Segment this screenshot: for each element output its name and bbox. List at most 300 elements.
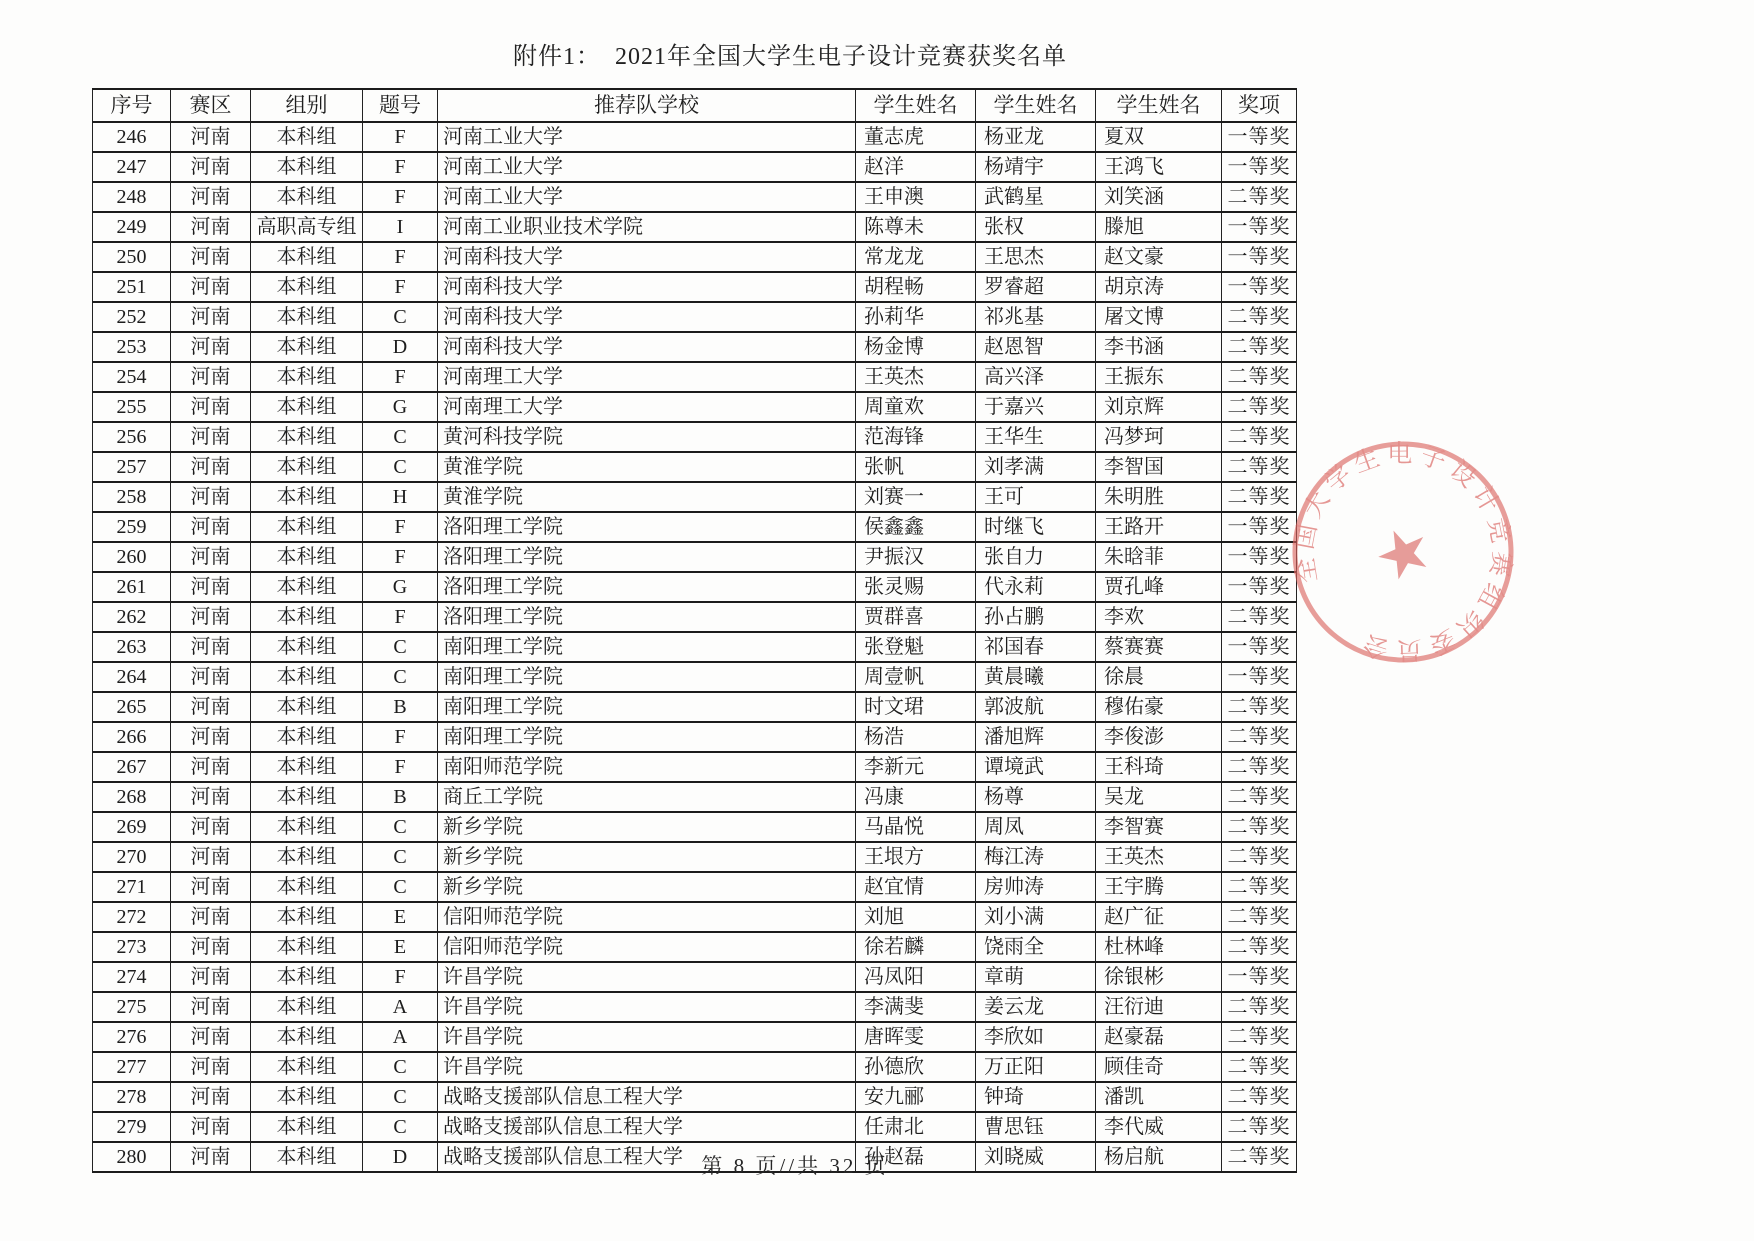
cell-region: 河南 xyxy=(171,242,251,272)
table-row xyxy=(93,212,1297,242)
cell-group: 本科组 xyxy=(251,152,363,182)
cell-region: 河南 xyxy=(171,482,251,512)
cell-index: 277 xyxy=(93,1052,171,1082)
cell-award: 二等奖 xyxy=(1222,1112,1297,1142)
cell-student3: 李书涵 xyxy=(1096,332,1222,362)
cell-student2: 黄晨曦 xyxy=(976,662,1096,692)
cell-school: 新乡学院 xyxy=(438,812,856,842)
table-row xyxy=(93,392,1297,422)
cell-student3: 夏双 xyxy=(1096,122,1222,152)
cell-index: 252 xyxy=(93,302,171,332)
cell-group: 本科组 xyxy=(251,182,363,212)
cell-award: 一等奖 xyxy=(1222,152,1297,182)
cell-award: 二等奖 xyxy=(1222,812,1297,842)
cell-problem: B xyxy=(363,692,438,722)
table-row xyxy=(93,602,1297,632)
cell-problem: F xyxy=(363,512,438,542)
cell-index: 278 xyxy=(93,1082,171,1112)
cell-index: 256 xyxy=(93,422,171,452)
cell-student2: 王华生 xyxy=(976,422,1096,452)
cell-school: 商丘工学院 xyxy=(438,782,856,812)
cell-student1: 冯康 xyxy=(856,782,976,812)
table-row xyxy=(93,1052,1297,1082)
cell-student2: 曹思钰 xyxy=(976,1112,1096,1142)
cell-problem: A xyxy=(363,992,438,1022)
cell-student2: 武鹤星 xyxy=(976,182,1096,212)
cell-problem: F xyxy=(363,602,438,632)
column-header-index: 序号 xyxy=(93,89,171,122)
cell-student2: 罗睿超 xyxy=(976,272,1096,302)
cell-problem: F xyxy=(363,722,438,752)
cell-award: 一等奖 xyxy=(1222,962,1297,992)
cell-student1: 李新元 xyxy=(856,752,976,782)
cell-region: 河南 xyxy=(171,1142,251,1172)
table-body xyxy=(93,122,1297,1172)
table-header-row xyxy=(93,89,1297,122)
cell-award: 二等奖 xyxy=(1222,1082,1297,1112)
cell-region: 河南 xyxy=(171,782,251,812)
cell-student1: 常龙龙 xyxy=(856,242,976,272)
cell-problem: A xyxy=(363,1022,438,1052)
cell-student3: 穆佑豪 xyxy=(1096,692,1222,722)
cell-award: 二等奖 xyxy=(1222,422,1297,452)
cell-student3: 李智国 xyxy=(1096,452,1222,482)
cell-school: 许昌学院 xyxy=(438,992,856,1022)
cell-problem: F xyxy=(363,152,438,182)
cell-award: 一等奖 xyxy=(1222,632,1297,662)
cell-group: 本科组 xyxy=(251,572,363,602)
cell-index: 253 xyxy=(93,332,171,362)
table-row xyxy=(93,662,1297,692)
table-row xyxy=(93,332,1297,362)
cell-region: 河南 xyxy=(171,752,251,782)
cell-index: 263 xyxy=(93,632,171,662)
cell-school: 洛阳理工学院 xyxy=(438,512,856,542)
cell-award: 二等奖 xyxy=(1222,602,1297,632)
cell-region: 河南 xyxy=(171,962,251,992)
cell-group: 本科组 xyxy=(251,632,363,662)
cell-group: 本科组 xyxy=(251,812,363,842)
cell-student3: 赵豪磊 xyxy=(1096,1022,1222,1052)
cell-student3: 杨启航 xyxy=(1096,1142,1222,1172)
cell-region: 河南 xyxy=(171,602,251,632)
cell-student3: 徐晨 xyxy=(1096,662,1222,692)
cell-student2: 于嘉兴 xyxy=(976,392,1096,422)
cell-group: 本科组 xyxy=(251,752,363,782)
cell-group: 本科组 xyxy=(251,782,363,812)
cell-problem: C xyxy=(363,1052,438,1082)
cell-group: 本科组 xyxy=(251,1022,363,1052)
cell-problem: D xyxy=(363,332,438,362)
cell-student3: 潘凯 xyxy=(1096,1082,1222,1112)
page-title: 附件1： 2021年全国大学生电子设计竞赛获奖名单 xyxy=(513,44,1067,70)
cell-student3: 杜林峰 xyxy=(1096,932,1222,962)
cell-student1: 杨浩 xyxy=(856,722,976,752)
cell-school: 信阳师范学院 xyxy=(438,932,856,962)
cell-region: 河南 xyxy=(171,1082,251,1112)
cell-problem: F xyxy=(363,362,438,392)
cell-index: 255 xyxy=(93,392,171,422)
cell-student3: 王科琦 xyxy=(1096,752,1222,782)
cell-student1: 刘旭 xyxy=(856,902,976,932)
table-row xyxy=(93,302,1297,332)
cell-award: 一等奖 xyxy=(1222,512,1297,542)
cell-group: 本科组 xyxy=(251,512,363,542)
cell-student1: 唐晖雯 xyxy=(856,1022,976,1052)
cell-student2: 万正阳 xyxy=(976,1052,1096,1082)
cell-region: 河南 xyxy=(171,422,251,452)
cell-index: 251 xyxy=(93,272,171,302)
cell-student3: 蔡赛赛 xyxy=(1096,632,1222,662)
cell-student3: 朱明胜 xyxy=(1096,482,1222,512)
cell-group: 本科组 xyxy=(251,902,363,932)
cell-student1: 范海锋 xyxy=(856,422,976,452)
cell-award: 二等奖 xyxy=(1222,452,1297,482)
cell-school: 河南工业职业技术学院 xyxy=(438,212,856,242)
cell-group: 本科组 xyxy=(251,962,363,992)
cell-problem: C xyxy=(363,302,438,332)
cell-student1: 孙德欣 xyxy=(856,1052,976,1082)
column-header-group: 组别 xyxy=(251,89,363,122)
cell-student2: 王可 xyxy=(976,482,1096,512)
cell-region: 河南 xyxy=(171,932,251,962)
cell-region: 河南 xyxy=(171,542,251,572)
cell-index: 247 xyxy=(93,152,171,182)
cell-group: 本科组 xyxy=(251,1052,363,1082)
cell-student2: 代永莉 xyxy=(976,572,1096,602)
cell-student3: 李代威 xyxy=(1096,1112,1222,1142)
cell-award: 二等奖 xyxy=(1222,782,1297,812)
cell-student3: 赵文豪 xyxy=(1096,242,1222,272)
column-header-student2: 学生姓名 xyxy=(976,89,1096,122)
cell-student1: 刘赛一 xyxy=(856,482,976,512)
cell-student2: 杨亚龙 xyxy=(976,122,1096,152)
cell-problem: D xyxy=(363,1142,438,1172)
cell-problem: F xyxy=(363,272,438,302)
cell-region: 河南 xyxy=(171,1112,251,1142)
cell-student1: 张登魁 xyxy=(856,632,976,662)
cell-student2: 张自力 xyxy=(976,542,1096,572)
cell-student2: 姜云龙 xyxy=(976,992,1096,1022)
cell-student2: 刘小满 xyxy=(976,902,1096,932)
cell-school: 南阳理工学院 xyxy=(438,692,856,722)
cell-student1: 赵洋 xyxy=(856,152,976,182)
cell-school: 南阳理工学院 xyxy=(438,662,856,692)
cell-school: 南阳理工学院 xyxy=(438,722,856,752)
cell-index: 271 xyxy=(93,872,171,902)
cell-problem: F xyxy=(363,242,438,272)
table-row xyxy=(93,632,1297,662)
cell-index: 246 xyxy=(93,122,171,152)
table-row xyxy=(93,272,1297,302)
cell-school: 新乡学院 xyxy=(438,872,856,902)
cell-problem: B xyxy=(363,782,438,812)
cell-school: 信阳师范学院 xyxy=(438,902,856,932)
cell-index: 279 xyxy=(93,1112,171,1142)
cell-student1: 王英杰 xyxy=(856,362,976,392)
cell-school: 洛阳理工学院 xyxy=(438,572,856,602)
cell-student2: 刘孝满 xyxy=(976,452,1096,482)
cell-school: 新乡学院 xyxy=(438,842,856,872)
cell-group: 本科组 xyxy=(251,662,363,692)
page-number: 第 8 页//共 32 页 xyxy=(701,1154,889,1178)
cell-award: 一等奖 xyxy=(1222,272,1297,302)
cell-student1: 赵宜情 xyxy=(856,872,976,902)
table-row xyxy=(93,152,1297,182)
cell-group: 本科组 xyxy=(251,452,363,482)
cell-index: 249 xyxy=(93,212,171,242)
cell-school: 河南科技大学 xyxy=(438,272,856,302)
cell-student1: 侯鑫鑫 xyxy=(856,512,976,542)
table-row xyxy=(93,992,1297,1022)
cell-group: 本科组 xyxy=(251,242,363,272)
cell-student3: 胡京涛 xyxy=(1096,272,1222,302)
cell-award: 一等奖 xyxy=(1222,542,1297,572)
cell-group: 高职高专组 xyxy=(251,212,363,242)
cell-problem: E xyxy=(363,932,438,962)
stamp-star-icon: ★ xyxy=(1362,508,1446,600)
cell-index: 268 xyxy=(93,782,171,812)
cell-student1: 孙莉华 xyxy=(856,302,976,332)
cell-index: 267 xyxy=(93,752,171,782)
cell-school: 河南工业大学 xyxy=(438,152,856,182)
table-row xyxy=(93,1022,1297,1052)
cell-award: 一等奖 xyxy=(1222,662,1297,692)
cell-school: 洛阳理工学院 xyxy=(438,542,856,572)
cell-award: 二等奖 xyxy=(1222,1142,1297,1172)
cell-award: 二等奖 xyxy=(1222,1052,1297,1082)
cell-student1: 冯凤阳 xyxy=(856,962,976,992)
column-header-school: 推荐队学校 xyxy=(438,89,856,122)
cell-student1: 董志虎 xyxy=(856,122,976,152)
cell-index: 259 xyxy=(93,512,171,542)
cell-student2: 周凤 xyxy=(976,812,1096,842)
cell-student1: 贾群喜 xyxy=(856,602,976,632)
table-row xyxy=(93,572,1297,602)
cell-school: 河南工业大学 xyxy=(438,182,856,212)
cell-student3: 徐银彬 xyxy=(1096,962,1222,992)
cell-problem: C xyxy=(363,1082,438,1112)
column-header-student1: 学生姓名 xyxy=(856,89,976,122)
table-header xyxy=(93,89,1297,122)
cell-award: 二等奖 xyxy=(1222,692,1297,722)
cell-region: 河南 xyxy=(171,332,251,362)
cell-award: 一等奖 xyxy=(1222,242,1297,272)
cell-group: 本科组 xyxy=(251,302,363,332)
table-row xyxy=(93,842,1297,872)
cell-group: 本科组 xyxy=(251,1142,363,1172)
cell-region: 河南 xyxy=(171,632,251,662)
cell-student1: 徐若麟 xyxy=(856,932,976,962)
cell-award: 二等奖 xyxy=(1222,902,1297,932)
table-row xyxy=(93,752,1297,782)
cell-student1: 孙赵磊 xyxy=(856,1142,976,1172)
cell-student1: 陈尊未 xyxy=(856,212,976,242)
cell-award: 二等奖 xyxy=(1222,1022,1297,1052)
cell-group: 本科组 xyxy=(251,602,363,632)
cell-region: 河南 xyxy=(171,1022,251,1052)
cell-student3: 吴龙 xyxy=(1096,782,1222,812)
cell-region: 河南 xyxy=(171,212,251,242)
column-header-region: 赛区 xyxy=(171,89,251,122)
cell-student2: 赵恩智 xyxy=(976,332,1096,362)
cell-school: 南阳理工学院 xyxy=(438,632,856,662)
cell-student2: 饶雨全 xyxy=(976,932,1096,962)
cell-school: 许昌学院 xyxy=(438,1052,856,1082)
cell-problem: C xyxy=(363,422,438,452)
table-row xyxy=(93,182,1297,212)
cell-student2: 杨尊 xyxy=(976,782,1096,812)
table-row xyxy=(93,122,1297,152)
cell-award: 一等奖 xyxy=(1222,122,1297,152)
stamp-text: 全国大学生电子设计竞赛组织委员会 xyxy=(1290,440,1516,664)
cell-student2: 钟琦 xyxy=(976,1082,1096,1112)
cell-region: 河南 xyxy=(171,182,251,212)
cell-award: 二等奖 xyxy=(1222,722,1297,752)
cell-student3: 王路开 xyxy=(1096,512,1222,542)
cell-index: 254 xyxy=(93,362,171,392)
cell-region: 河南 xyxy=(171,392,251,422)
cell-school: 河南工业大学 xyxy=(438,122,856,152)
cell-award: 二等奖 xyxy=(1222,932,1297,962)
cell-student1: 张帆 xyxy=(856,452,976,482)
cell-index: 280 xyxy=(93,1142,171,1172)
cell-problem: F xyxy=(363,752,438,782)
cell-problem: C xyxy=(363,872,438,902)
cell-region: 河南 xyxy=(171,272,251,302)
cell-school: 河南科技大学 xyxy=(438,302,856,332)
cell-student2: 谭境武 xyxy=(976,752,1096,782)
cell-index: 276 xyxy=(93,1022,171,1052)
cell-region: 河南 xyxy=(171,452,251,482)
cell-region: 河南 xyxy=(171,662,251,692)
cell-school: 黄淮学院 xyxy=(438,482,856,512)
table-row xyxy=(93,902,1297,932)
cell-group: 本科组 xyxy=(251,422,363,452)
cell-region: 河南 xyxy=(171,362,251,392)
cell-student2: 祁国春 xyxy=(976,632,1096,662)
cell-problem: C xyxy=(363,632,438,662)
cell-school: 战略支援部队信息工程大学 xyxy=(438,1082,856,1112)
cell-student2: 梅江涛 xyxy=(976,842,1096,872)
cell-school: 黄河科技学院 xyxy=(438,422,856,452)
cell-school: 河南科技大学 xyxy=(438,332,856,362)
cell-student1: 马晶悦 xyxy=(856,812,976,842)
cell-student2: 孙占鹏 xyxy=(976,602,1096,632)
cell-region: 河南 xyxy=(171,722,251,752)
cell-student1: 尹振汉 xyxy=(856,542,976,572)
cell-student3: 刘笑涵 xyxy=(1096,182,1222,212)
column-header-problem: 题号 xyxy=(363,89,438,122)
cell-problem: F xyxy=(363,542,438,572)
table-row xyxy=(93,962,1297,992)
cell-index: 269 xyxy=(93,812,171,842)
cell-student1: 周童欢 xyxy=(856,392,976,422)
cell-student2: 王思杰 xyxy=(976,242,1096,272)
cell-student1: 王申澳 xyxy=(856,182,976,212)
cell-student2: 刘晓威 xyxy=(976,1142,1096,1172)
cell-student3: 贾孔峰 xyxy=(1096,572,1222,602)
table-row xyxy=(93,242,1297,272)
cell-problem: C xyxy=(363,842,438,872)
cell-index: 265 xyxy=(93,692,171,722)
stamp-circle xyxy=(1278,430,1528,675)
cell-group: 本科组 xyxy=(251,1112,363,1142)
cell-index: 264 xyxy=(93,662,171,692)
cell-student1: 李满斐 xyxy=(856,992,976,1022)
table-row xyxy=(93,782,1297,812)
cell-problem: C xyxy=(363,812,438,842)
cell-student1: 张灵赐 xyxy=(856,572,976,602)
cell-problem: H xyxy=(363,482,438,512)
cell-award: 二等奖 xyxy=(1222,362,1297,392)
cell-student3: 滕旭 xyxy=(1096,212,1222,242)
cell-group: 本科组 xyxy=(251,272,363,302)
cell-student2: 房帅涛 xyxy=(976,872,1096,902)
cell-region: 河南 xyxy=(171,812,251,842)
cell-student2: 张权 xyxy=(976,212,1096,242)
cell-award: 二等奖 xyxy=(1222,992,1297,1022)
cell-group: 本科组 xyxy=(251,332,363,362)
cell-problem: C xyxy=(363,452,438,482)
cell-group: 本科组 xyxy=(251,362,363,392)
table-row xyxy=(93,872,1297,902)
table-row xyxy=(93,452,1297,482)
cell-school: 战略支援部队信息工程大学 xyxy=(438,1112,856,1142)
cell-index: 250 xyxy=(93,242,171,272)
table-row xyxy=(93,932,1297,962)
cell-student3: 李俊澎 xyxy=(1096,722,1222,752)
cell-student3: 王鸿飞 xyxy=(1096,152,1222,182)
cell-student2: 章萌 xyxy=(976,962,1096,992)
cell-index: 262 xyxy=(93,602,171,632)
column-header-student3: 学生姓名 xyxy=(1096,89,1222,122)
cell-student3: 李欢 xyxy=(1096,602,1222,632)
cell-award: 二等奖 xyxy=(1222,392,1297,422)
cell-school: 黄淮学院 xyxy=(438,452,856,482)
cell-school: 河南科技大学 xyxy=(438,242,856,272)
cell-award: 二等奖 xyxy=(1222,842,1297,872)
column-header-award: 奖项 xyxy=(1222,89,1297,122)
cell-student1: 周壹帆 xyxy=(856,662,976,692)
table-row xyxy=(93,542,1297,572)
table-row xyxy=(93,1082,1297,1112)
cell-award: 二等奖 xyxy=(1222,482,1297,512)
cell-student1: 任肃北 xyxy=(856,1112,976,1142)
cell-student3: 刘京辉 xyxy=(1096,392,1222,422)
cell-region: 河南 xyxy=(171,152,251,182)
table-row xyxy=(93,722,1297,752)
cell-region: 河南 xyxy=(171,692,251,722)
table-row xyxy=(93,482,1297,512)
cell-student2: 李欣如 xyxy=(976,1022,1096,1052)
cell-award: 二等奖 xyxy=(1222,752,1297,782)
cell-student2: 祁兆基 xyxy=(976,302,1096,332)
cell-school: 河南理工大学 xyxy=(438,362,856,392)
cell-student3: 赵广征 xyxy=(1096,902,1222,932)
cell-region: 河南 xyxy=(171,842,251,872)
cell-region: 河南 xyxy=(171,1052,251,1082)
cell-school: 许昌学院 xyxy=(438,962,856,992)
cell-problem: C xyxy=(363,1112,438,1142)
cell-problem: F xyxy=(363,182,438,212)
cell-problem: F xyxy=(363,122,438,152)
cell-region: 河南 xyxy=(171,572,251,602)
cell-school: 河南理工大学 xyxy=(438,392,856,422)
cell-group: 本科组 xyxy=(251,872,363,902)
cell-school: 洛阳理工学院 xyxy=(438,602,856,632)
cell-index: 273 xyxy=(93,932,171,962)
